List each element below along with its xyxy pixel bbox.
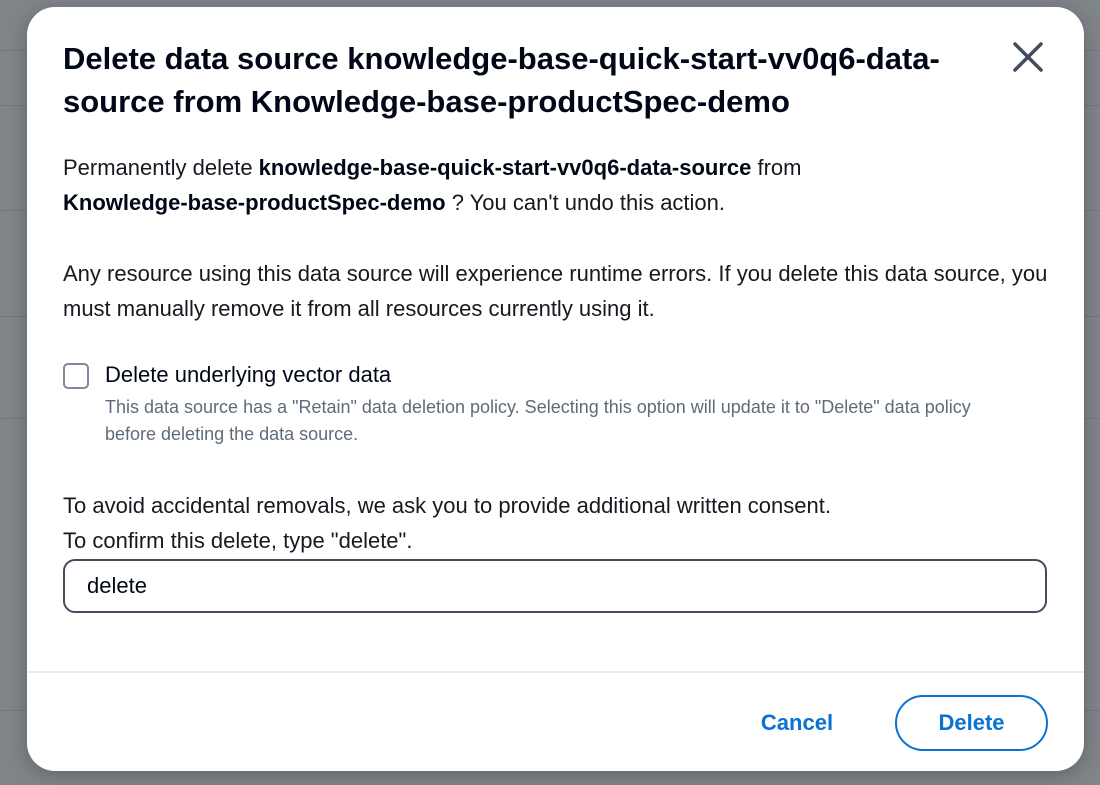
dialog-title: Delete data source knowledge-base-quick-start-vv0q6-data-source from Knowledge-base-productSpec-demo <box>63 41 940 119</box>
warning-text: Any resource using this data source will experience runtime errors. If you delete this data source, you must manually remove it from all resources currently using it. <box>63 261 1048 321</box>
delete-button[interactable]: Delete <box>895 695 1048 751</box>
footer-divider <box>27 671 1084 673</box>
data-source-name: knowledge-base-quick-start-vv0q6-data-source <box>258 155 752 180</box>
consent-line-2: To confirm this delete, type "delete". <box>63 528 413 553</box>
checkbox-label[interactable]: Delete underlying vector data <box>105 362 392 387</box>
confirm-delete-input[interactable] <box>63 559 1047 613</box>
delete-vector-data-option[interactable] <box>63 359 391 391</box>
intro-suffix: ? You can't undo this action. <box>445 190 726 215</box>
intro-paragraph <box>63 150 1053 220</box>
delete-data-source-dialog <box>27 7 1084 771</box>
checkbox-description: This data source has a "Retain" data deletion policy. Selecting this option will update it to "Delete" data policy before deleting the data source. <box>105 397 971 444</box>
warning-paragraph <box>63 256 1053 326</box>
consent-line-1: To avoid accidental removals, we ask you to provide additional written consent. <box>63 493 831 518</box>
close-icon <box>1011 40 1045 74</box>
delete-vector-data-checkbox[interactable] <box>63 363 89 389</box>
knowledge-base-name: Knowledge-base-productSpec-demo <box>63 190 446 215</box>
intro-prefix: Permanently delete <box>63 155 259 180</box>
dialog-header <box>63 37 963 123</box>
close-button[interactable] <box>1008 37 1048 77</box>
cancel-button[interactable]: Cancel <box>742 697 852 749</box>
consent-paragraph <box>63 488 1053 558</box>
intro-middle: from <box>751 155 802 180</box>
